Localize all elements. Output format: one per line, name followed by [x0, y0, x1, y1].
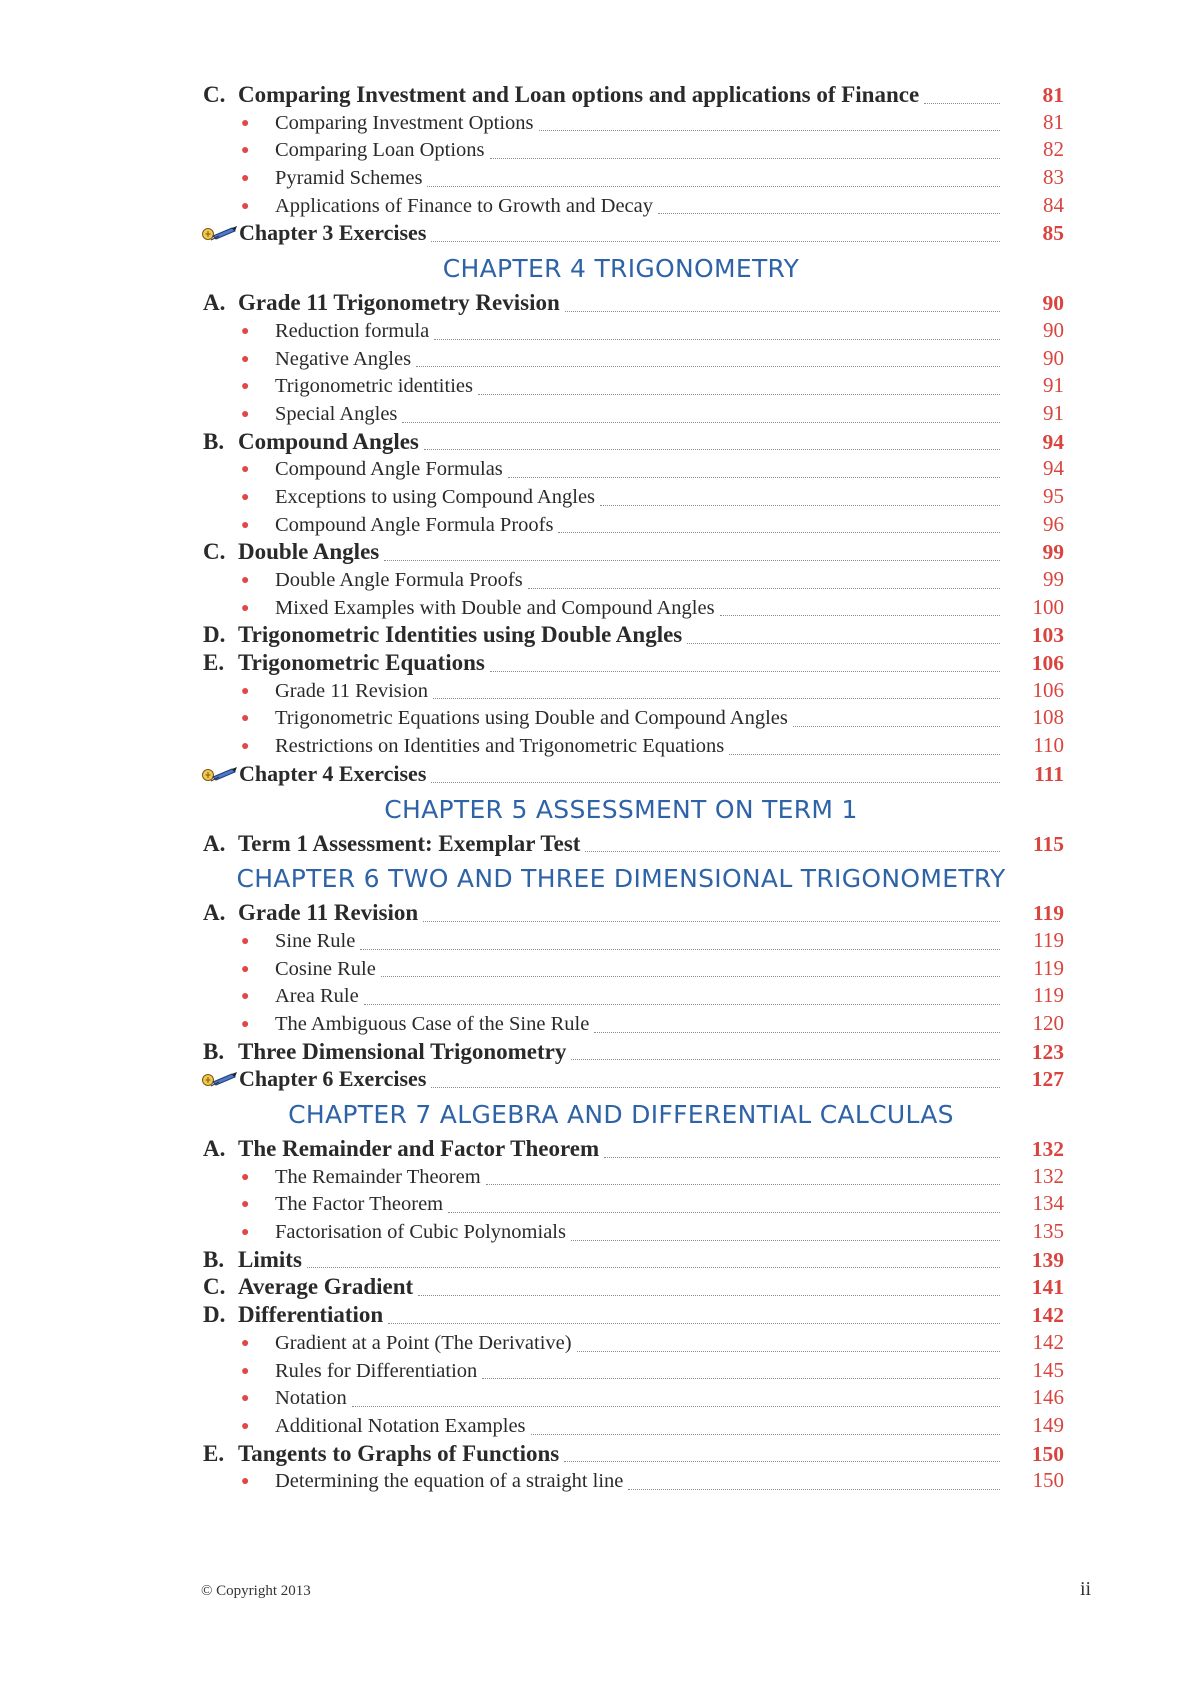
- toc-section[interactable]: [0, 831, 1190, 859]
- toc-section[interactable]: [0, 539, 1190, 567]
- dot-leader: [402, 422, 1000, 423]
- toc-subsection[interactable]: [0, 1011, 1190, 1039]
- section-letter: E.: [203, 1440, 225, 1466]
- toc-subsection[interactable]: [0, 401, 1190, 429]
- bullet-icon: ●: [241, 115, 250, 131]
- section-letter: A.: [203, 290, 226, 316]
- toc-subsection[interactable]: [0, 983, 1190, 1011]
- entry-title: Comparing Investment and Loan options and applications of Finance: [238, 82, 920, 107]
- table-of-contents: [0, 82, 1190, 1496]
- bullet-icon: ●: [241, 323, 250, 339]
- entry-page-number: 82: [1043, 137, 1064, 162]
- entry-page-number: 90: [1043, 345, 1064, 370]
- bullet-icon: ●: [241, 1225, 250, 1241]
- toc-subsection[interactable]: [0, 1413, 1190, 1441]
- entry-title: Trigonometric Equations: [238, 650, 485, 676]
- entry-title: Double Angles: [238, 539, 380, 565]
- entry-title: Additional Notation Examples: [275, 1414, 526, 1437]
- dot-leader: [416, 366, 1000, 367]
- dot-leader: [490, 671, 1000, 672]
- dot-leader: [571, 1059, 1000, 1060]
- entry-page-number: 119: [1033, 955, 1064, 980]
- toc-section[interactable]: [0, 290, 1190, 318]
- entry-title: Term 1 Assessment: Exemplar Test: [238, 830, 581, 856]
- dot-leader: [384, 560, 1000, 561]
- pencil-icon: [199, 763, 239, 785]
- dot-leader: [490, 158, 1000, 159]
- dot-leader: [508, 477, 1000, 478]
- toc-exercises[interactable]: [0, 220, 1190, 248]
- toc-subsection[interactable]: [0, 456, 1190, 484]
- bullet-icon: ●: [241, 933, 250, 949]
- entry-page-number: 127: [1031, 1067, 1064, 1092]
- entry-title: Notation: [275, 1387, 347, 1410]
- toc-subsection[interactable]: [0, 193, 1190, 221]
- entry-page-number: 120: [1032, 1010, 1064, 1035]
- entry-title: Trigonometric identities: [275, 375, 473, 398]
- section-letter: B.: [203, 1246, 225, 1272]
- entry-title: Cosine Rule: [275, 957, 376, 980]
- chapter-heading: CHAPTER 4 TRIGONOMETRY: [442, 254, 800, 284]
- toc-section[interactable]: [0, 900, 1190, 928]
- toc-subsection[interactable]: [0, 346, 1190, 374]
- section-letter: C.: [203, 82, 226, 107]
- entry-page-number: 110: [1033, 733, 1064, 758]
- toc-subsection[interactable]: [0, 1219, 1190, 1247]
- entry-title: Grade 11 Trigonometry Revision: [238, 290, 560, 316]
- entry-title: Average Gradient: [238, 1274, 414, 1300]
- entry-page-number: 103: [1031, 623, 1064, 648]
- entry-page-number: 141: [1031, 1275, 1064, 1300]
- dot-leader: [577, 1351, 1000, 1352]
- entry-title: Applications of Finance to Growth and Decay: [275, 194, 654, 217]
- entry-title: Special Angles: [275, 402, 398, 425]
- dot-leader: [793, 726, 1000, 727]
- dot-leader: [600, 505, 1000, 506]
- toc-subsection[interactable]: [0, 1191, 1190, 1219]
- toc-subsection[interactable]: [0, 733, 1190, 761]
- section-letter: A.: [203, 1136, 226, 1161]
- dot-leader: [482, 1378, 1000, 1379]
- toc-section[interactable]: [0, 82, 1190, 110]
- entry-title: Differentiation: [238, 1302, 384, 1328]
- entry-title: Trigonometric Identities using Double Angles: [238, 622, 683, 648]
- toc-section[interactable]: [0, 1039, 1190, 1067]
- bullet-icon: ●: [241, 1391, 250, 1407]
- dot-leader: [364, 1004, 1000, 1005]
- entry-page-number: 90: [1043, 317, 1064, 342]
- toc-subsection[interactable]: [0, 137, 1190, 165]
- section-letter: A.: [203, 830, 226, 856]
- entry-page-number: 145: [1032, 1357, 1064, 1382]
- dot-leader: [431, 1087, 1000, 1088]
- dot-leader: [658, 213, 1000, 214]
- dot-leader: [924, 103, 1000, 104]
- entry-page-number: 142: [1032, 1329, 1064, 1354]
- toc-subsection[interactable]: [0, 928, 1190, 956]
- section-letter: D.: [203, 622, 226, 648]
- entry-page-number: 115: [1032, 831, 1064, 856]
- entry-title: Three Dimensional Trigonometry: [238, 1038, 567, 1064]
- bullet-icon: ●: [241, 573, 250, 588]
- bullet-icon: ●: [241, 683, 250, 699]
- bullet-icon: ●: [241, 462, 250, 478]
- toc-section[interactable]: [0, 1274, 1190, 1302]
- toc-subsection[interactable]: [0, 1385, 1190, 1413]
- bullet-icon: ●: [241, 600, 250, 616]
- entry-title: Area Rule: [275, 985, 359, 1008]
- entry-page-number: 84: [1043, 192, 1064, 217]
- entry-page-number: 135: [1032, 1219, 1064, 1244]
- section-letter: B.: [203, 428, 225, 454]
- entry-title: Gradient at a Point (The Derivative): [275, 1331, 572, 1354]
- entry-title: Determining the equation of a straight line: [275, 1470, 624, 1493]
- dot-leader: [360, 949, 1000, 950]
- section-letter: A.: [203, 900, 226, 926]
- dot-leader: [687, 643, 1000, 644]
- bullet-icon: ●: [241, 406, 250, 422]
- entry-title: Comparing Loan Options: [275, 139, 485, 162]
- bullet-icon: ●: [241, 143, 250, 159]
- dot-leader: [528, 588, 1000, 589]
- dot-leader: [571, 1240, 1000, 1241]
- dot-leader: [585, 851, 1000, 852]
- entry-title: Grade 11 Revision: [275, 679, 428, 702]
- bullet-icon: ●: [241, 517, 250, 533]
- dot-leader: [423, 921, 1000, 922]
- toc-subsection[interactable]: [0, 484, 1190, 512]
- entry-page-number: 142: [1031, 1303, 1064, 1328]
- entry-title: Rules for Differentiation: [275, 1359, 478, 1382]
- entry-page-number: 95: [1043, 483, 1064, 508]
- entry-page-number: 149: [1032, 1412, 1064, 1437]
- entry-page-number: 123: [1031, 1039, 1064, 1064]
- toc-subsection[interactable]: [0, 110, 1190, 138]
- entry-page-number: 100: [1032, 594, 1064, 619]
- toc-subsection[interactable]: [0, 1330, 1190, 1358]
- toc-subsection[interactable]: [0, 1468, 1190, 1496]
- dot-leader: [424, 449, 1000, 450]
- chapter-heading: CHAPTER 5 ASSESSMENT ON TERM 1: [384, 794, 858, 824]
- bullet-icon: ●: [241, 171, 250, 187]
- toc-subsection[interactable]: [0, 567, 1190, 595]
- entry-page-number: 150: [1031, 1441, 1064, 1466]
- bullet-icon: ●: [241, 739, 250, 755]
- bullet-icon: ●: [241, 711, 250, 727]
- entry-title: The Remainder and Factor Theorem: [238, 1136, 600, 1161]
- toc-subsection[interactable]: [0, 595, 1190, 623]
- bullet-icon: ●: [241, 989, 250, 1005]
- toc-section[interactable]: [0, 622, 1190, 650]
- entry-page-number: 81: [1043, 109, 1064, 134]
- dot-leader: [352, 1406, 1000, 1407]
- section-letter: E.: [203, 650, 225, 676]
- entry-page-number: 146: [1032, 1385, 1064, 1410]
- dot-leader: [381, 976, 1000, 977]
- entry-title: Sine Rule: [275, 929, 356, 952]
- dot-leader: [433, 698, 1000, 699]
- dot-leader: [307, 1267, 1000, 1268]
- bullet-icon: ●: [241, 198, 250, 214]
- dot-leader: [531, 1434, 1000, 1435]
- dot-leader: [564, 1461, 1000, 1462]
- entry-page-number: 132: [1031, 1137, 1064, 1161]
- entry-page-number: 111: [1034, 761, 1064, 786]
- entry-page-number: 106: [1032, 677, 1064, 702]
- entry-page-number: 99: [1042, 540, 1064, 565]
- dot-leader: [418, 1295, 1000, 1296]
- chapter-heading: CHAPTER 6 TWO AND THREE DIMENSIONAL TRIGONOMETRY: [236, 864, 1006, 894]
- entry-page-number: 106: [1031, 651, 1064, 676]
- entry-title: Reduction formula: [275, 319, 430, 342]
- copyright-footer: © Copyright 2013: [201, 1583, 311, 1599]
- toc-section[interactable]: [0, 429, 1190, 457]
- dot-leader: [431, 241, 1000, 242]
- toc-subsection[interactable]: [0, 705, 1190, 733]
- dot-leader: [720, 615, 1000, 616]
- chapter-heading: CHAPTER 7 ALGEBRA AND DIFFERENTIAL CALCULAS: [288, 1100, 954, 1129]
- entry-title: Compound Angles: [238, 428, 419, 454]
- entry-page-number: 99: [1043, 567, 1064, 591]
- entry-title: Factorisation of Cubic Polynomials: [275, 1221, 566, 1244]
- entry-title: Compound Angle Formulas: [275, 458, 503, 481]
- toc-exercises[interactable]: [0, 761, 1190, 789]
- bullet-icon: ●: [241, 1363, 250, 1379]
- page-number: ii: [1080, 1578, 1092, 1600]
- dot-leader: [478, 394, 1000, 395]
- section-letter: D.: [203, 1302, 226, 1328]
- entry-page-number: 108: [1032, 705, 1064, 730]
- toc-subsection[interactable]: [0, 1358, 1190, 1386]
- entry-page-number: 96: [1043, 511, 1064, 536]
- bullet-icon: ●: [241, 1474, 250, 1490]
- entry-page-number: 132: [1032, 1163, 1064, 1188]
- section-letter: B.: [203, 1038, 225, 1064]
- entry-page-number: 91: [1043, 373, 1064, 398]
- section-letter: C.: [203, 1274, 226, 1300]
- entry-title: Limits: [238, 1246, 302, 1272]
- dot-leader: [539, 130, 1000, 131]
- entry-page-number: 119: [1032, 901, 1064, 926]
- entry-title: Tangents to Graphs of Functions: [238, 1440, 560, 1466]
- bullet-icon: ●: [241, 351, 250, 367]
- bullet-icon: ●: [241, 1197, 250, 1213]
- entry-page-number: 139: [1031, 1247, 1064, 1272]
- toc-section[interactable]: [0, 1247, 1190, 1275]
- entry-title: Chapter 4 Exercises: [239, 760, 427, 786]
- bullet-icon: ●: [241, 1169, 250, 1185]
- dot-leader: [434, 339, 1000, 340]
- entry-page-number: 150: [1032, 1468, 1064, 1493]
- dot-leader: [729, 754, 1000, 755]
- dot-leader: [486, 1184, 1000, 1185]
- bullet-icon: ●: [241, 1016, 250, 1032]
- toc-subsection[interactable]: [0, 373, 1190, 401]
- entry-title: Negative Angles: [275, 347, 412, 370]
- entry-page-number: 119: [1033, 983, 1064, 1008]
- entry-title: Pyramid Schemes: [275, 167, 423, 190]
- toc-section[interactable]: [0, 1302, 1190, 1330]
- entry-page-number: 91: [1043, 400, 1064, 425]
- entry-title: Compound Angle Formula Proofs: [275, 513, 554, 536]
- pencil-icon: [199, 1068, 239, 1090]
- section-letter: C.: [203, 539, 226, 565]
- entry-page-number: 119: [1033, 927, 1064, 952]
- toc-subsection[interactable]: [0, 318, 1190, 346]
- entry-title: Trigonometric Equations using Double and Compound Angles: [275, 707, 788, 730]
- entry-page-number: 85: [1042, 221, 1064, 246]
- entry-title: The Ambiguous Case of the Sine Rule: [275, 1012, 590, 1035]
- bullet-icon: ●: [241, 379, 250, 395]
- bullet-icon: ●: [241, 489, 250, 505]
- bullet-icon: ●: [241, 1418, 250, 1434]
- dot-leader: [565, 311, 1000, 312]
- dot-leader: [427, 186, 1000, 187]
- entry-title: Comparing Investment Options: [275, 111, 534, 134]
- entry-title: Double Angle Formula Proofs: [275, 569, 523, 591]
- entry-page-number: 134: [1032, 1191, 1064, 1216]
- entry-title: The Remainder Theorem: [275, 1165, 481, 1188]
- entry-title: Exceptions to using Compound Angles: [275, 485, 596, 508]
- toc-subsection[interactable]: [0, 678, 1190, 706]
- entry-title: Restrictions on Identities and Trigonometric Equations: [275, 735, 725, 758]
- entry-title: Mixed Examples with Double and Compound Angles: [275, 596, 715, 619]
- dot-leader: [388, 1323, 1000, 1324]
- entry-page-number: 94: [1043, 456, 1064, 481]
- entry-title: Grade 11 Revision: [238, 900, 419, 926]
- dot-leader: [628, 1489, 1000, 1490]
- dot-leader: [594, 1032, 1000, 1033]
- entry-page-number: 81: [1042, 83, 1064, 107]
- entry-title: The Factor Theorem: [275, 1193, 444, 1216]
- toc-subsection[interactable]: [0, 165, 1190, 193]
- toc-exercises[interactable]: [0, 1066, 1190, 1094]
- toc-subsection[interactable]: [0, 1164, 1190, 1192]
- entry-title: Chapter 6 Exercises: [239, 1066, 427, 1092]
- toc-subsection[interactable]: [0, 512, 1190, 540]
- dot-leader: [604, 1157, 1000, 1158]
- toc-section[interactable]: [0, 650, 1190, 678]
- toc-subsection[interactable]: [0, 956, 1190, 984]
- bullet-icon: ●: [241, 1335, 250, 1351]
- toc-section[interactable]: [0, 1441, 1190, 1469]
- entry-page-number: 94: [1042, 429, 1064, 454]
- pencil-icon: [199, 222, 239, 244]
- bullet-icon: ●: [241, 961, 250, 977]
- entry-page-number: 83: [1043, 165, 1064, 190]
- dot-leader: [558, 532, 1000, 533]
- dot-leader: [431, 782, 1000, 783]
- dot-leader: [448, 1212, 1000, 1213]
- entry-page-number: 90: [1042, 291, 1064, 316]
- entry-title: Chapter 3 Exercises: [239, 220, 427, 246]
- toc-section[interactable]: [0, 1136, 1190, 1164]
